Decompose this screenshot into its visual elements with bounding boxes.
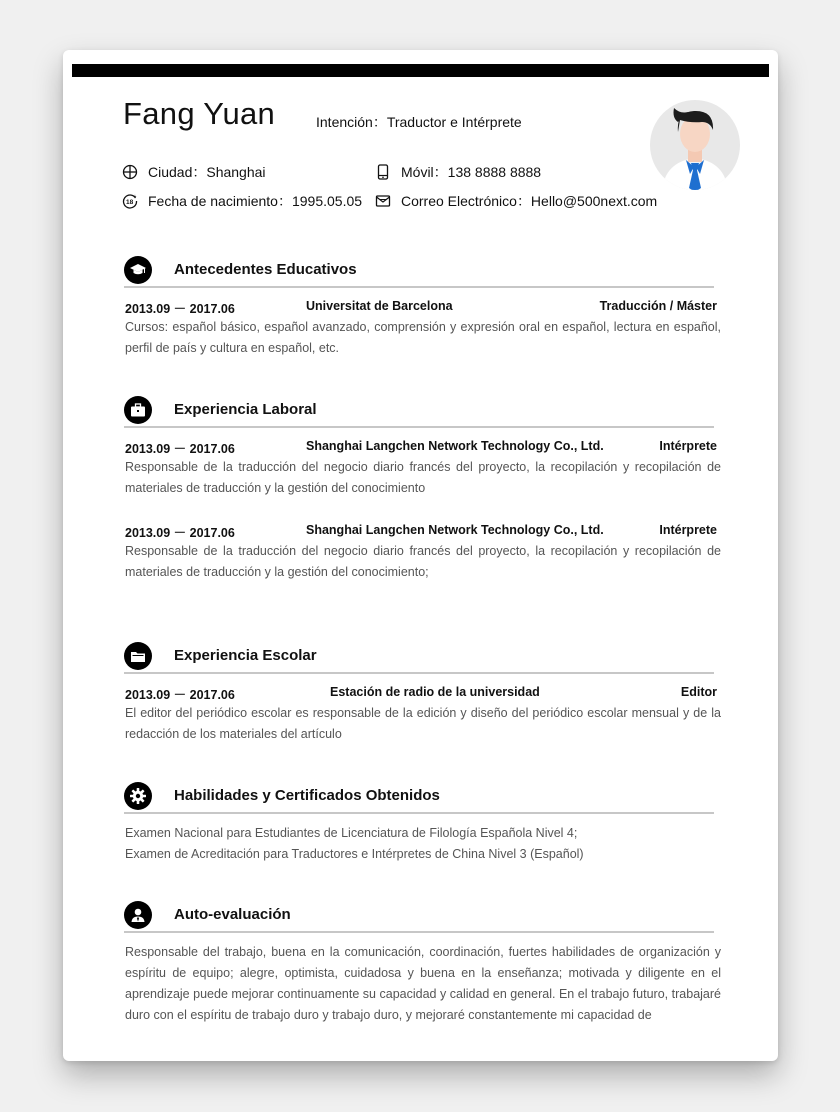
- school-date: 2013.09 － 2017.06: [125, 688, 235, 702]
- section-skills: [124, 782, 714, 814]
- section-school: [124, 642, 714, 674]
- education-degree: Traducción / Máster: [599, 299, 717, 313]
- svg-text:+: +: [133, 194, 137, 200]
- section-title-school: Experiencia Escolar: [174, 647, 317, 664]
- education-description: Cursos: español básico, español avanzado, comprensión y expresión oral en español, lectura en español, perfil de país y cultura en español, etc.: [125, 320, 721, 355]
- work-company: Shanghai Langchen Network Technology Co., Ltd.: [306, 439, 604, 453]
- section-self-evaluation: [124, 901, 714, 933]
- self-evaluation-text: Responsable del trabajo, buena en la comunicación, coordinación, fuertes habilidades de organización y espíritu de equipo; alegre, optimista, cuidadosa y buena en la enseñanza; motivada y diligente en el aprendizaje puede mejorar continuamente su capacidad y calidad en general. En el trabajo futuro, trabajaré duro con el espíritu de trabajo duro y trabajo duro, y mejoraré constantemente mi capacidad de: [125, 945, 721, 1022]
- work-row-2: [125, 523, 719, 541]
- school-role: Editor: [680, 685, 717, 699]
- work-date: 2013.09 － 2017.06: [125, 526, 235, 540]
- section-work: [124, 396, 714, 428]
- resume-page: [63, 50, 778, 1061]
- mail-icon: [375, 193, 391, 209]
- crosshair-icon: [122, 164, 138, 180]
- city-text: Ciudad：Shanghai: [148, 164, 266, 180]
- info-mobile: [375, 162, 541, 182]
- school-org: Estación de radio de la universidad: [330, 685, 540, 699]
- work-description-1: Responsable de la traducción del negocio diario francés del proyecto, la recopilación y recopilación de materiales de traducción y la gestión del conocimiento: [125, 460, 721, 495]
- avatar-illustration: [650, 100, 740, 190]
- avatar: [650, 100, 740, 190]
- mobile-text: Móvil：138 8888 8888: [401, 164, 542, 180]
- skills-line-2: Examen de Acreditación para Traductores e Intérpretes de China Nivel 3 (Español): [125, 847, 584, 861]
- person-icon: [124, 901, 152, 929]
- section-title-self-evaluation: Auto-evaluación: [174, 906, 291, 923]
- school-description: El editor del periódico escolar es responsable de la edición y diseño del periódico escolar mensual y de la redacción de los materiales del artículo: [125, 706, 721, 741]
- info-city: [122, 162, 266, 182]
- education-date: 2013.09 － 2017.06: [125, 302, 235, 316]
- top-bar: [72, 64, 769, 77]
- work-date: 2013.09 － 2017.06: [125, 442, 235, 456]
- skills-line-1: Examen Nacional para Estudiantes de Licenciatura de Filología Española Nivel 4;: [125, 826, 578, 840]
- work-description-2: Responsable de la traducción del negocio diario francés del proyecto, la recopilación y recopilación de materiales de traducción y la gestión del conocimiento;: [125, 544, 721, 579]
- birthday-18-icon: [122, 193, 138, 209]
- info-birth: [122, 191, 362, 211]
- section-title-work: Experiencia Laboral: [174, 401, 317, 418]
- candidate-name: Fang Yuan: [123, 96, 276, 131]
- education-school: Universitat de Barcelona: [306, 299, 453, 313]
- folder-icon: [124, 642, 152, 670]
- education-row: [125, 299, 719, 317]
- work-company: Shanghai Langchen Network Technology Co., Ltd.: [306, 523, 604, 537]
- info-email: [375, 191, 657, 211]
- svg-text:18: 18: [126, 199, 134, 206]
- birth-text: Fecha de nacimiento：1995.05.05: [148, 193, 363, 209]
- work-role: Intérprete: [659, 523, 717, 537]
- job-intention: Intención：Traductor e Intérprete: [316, 114, 522, 130]
- section-title-skills: Habilidades y Certificados Obtenidos: [174, 787, 440, 804]
- graduation-cap-icon: [124, 256, 152, 284]
- section-education: [124, 256, 714, 288]
- school-row: [125, 685, 719, 703]
- section-title-education: Antecedentes Educativos: [174, 261, 357, 278]
- work-role: Intérprete: [659, 439, 717, 453]
- work-row-1: [125, 439, 719, 457]
- email-text: Correo Electrónico：Hello@500next.com: [401, 193, 658, 209]
- gear-icon: [124, 782, 152, 810]
- briefcase-icon: [124, 396, 152, 424]
- phone-icon: [375, 164, 391, 180]
